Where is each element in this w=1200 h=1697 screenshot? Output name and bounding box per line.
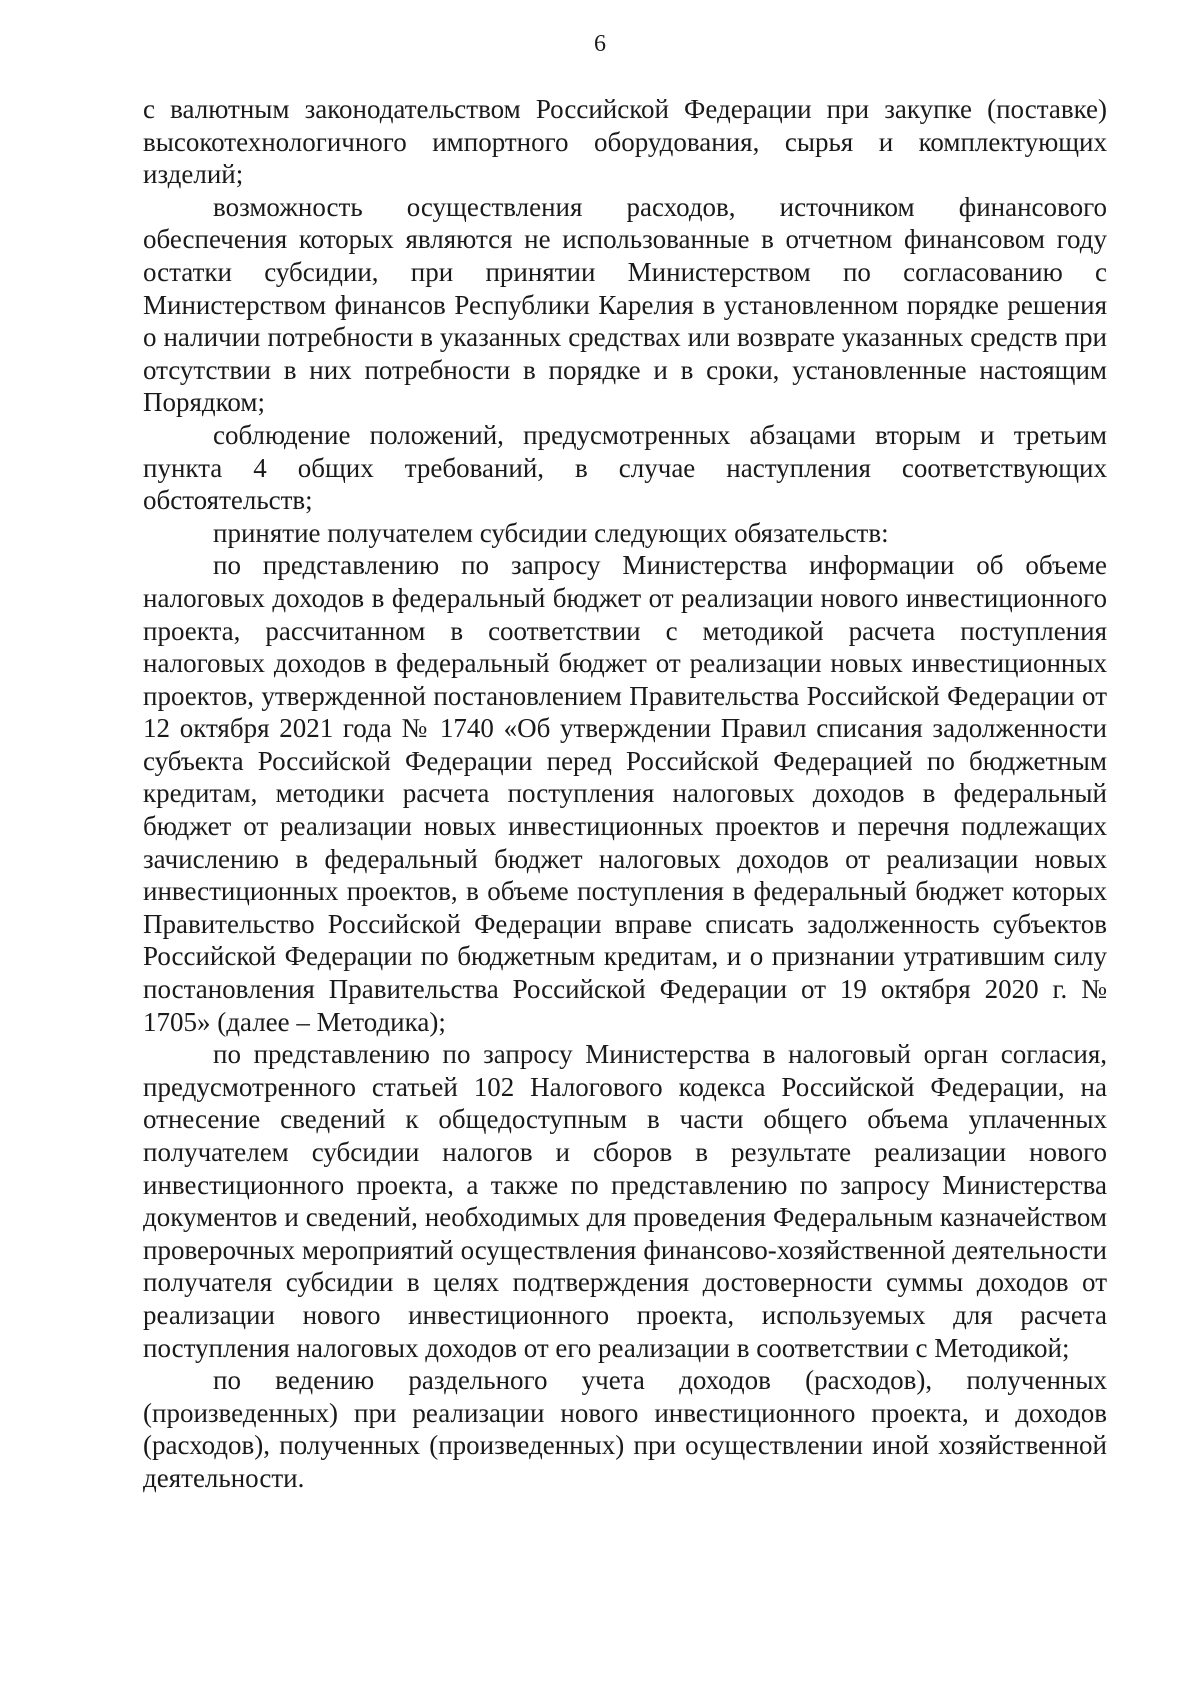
paragraph-continuation: с валютным законодательством Российской Федерации при закупке (поставке) высокотехнологичного импортного оборудования, сырья и комплектующих изделий; (143, 94, 1107, 190)
paragraph-unused-funds: возможность осуществления расходов, источником финансового обеспечения которых являются не использованные в отчетном финансовом году остатки субсидии, при принятии Министерством по согласованию с Министерством финансов Республики Карелия в установленном порядке решения о наличии потребности в указанных средствах или возврате указанных средств при отсутствии в них потребности в порядке и в сроки, установленные настоящим Порядком; (143, 191, 1107, 418)
paragraph-compliance: соблюдение положений, предусмотренных абзацами вторым и третьим пункта 4 общих требований, в случае наступления соответствующих обстоятельств; (143, 419, 1107, 516)
paragraph-consent: по представлению по запросу Министерства в налоговый орган согласия, предусмотренного статьей 102 Налогового кодекса Российской Федерации, на отнесение сведений к общедоступным в части общего объема уплаченных получателем субсидии налогов и сборов в результате реализации нового инвестиционного проекта, а также по представлению по запросу Министерства документов и сведений, необходимых для проведения Федеральным казначейством проверочных мероприятий осуществления финансово-хозяйственной деятельности получателя субсидии в целях подтверждения достоверности суммы доходов от реализации нового инвестиционного проекта, используемых для расчета поступления налоговых доходов от его реализации в соответствии с Методикой; (143, 1039, 1107, 1363)
document-body (143, 93, 1107, 1495)
paragraph-separate-accounting: по ведению раздельного учета доходов (расходов), полученных (произведенных) при реализации нового инвестиционного проекта, и доходов (расходов), полученных (произведенных) при осуществлении иной хозяйственной деятельности. (143, 1365, 1107, 1493)
page-number: 6 (594, 31, 606, 57)
paragraph-tax-info: по представлению по запросу Министерства информации об объеме налоговых доходов в федеральный бюджет от реализации нового инвестиционного проекта, рассчитанном в соответствии с методикой расчета поступления налоговых доходов в федеральный бюджет от реализации новых инвестиционных проектов, утвержденной постановлением Правительства Российской Федерации от 12 октября 2021 года № 1740 «Об утверждении Правил списания задолженности субъекта Российской Федерации перед Российской Федерацией по бюджетным кредитам, методики расчета поступления налоговых доходов в федеральный бюджет от реализации новых инвестиционных проектов и перечня подлежащих зачислению в федеральный бюджет налоговых доходов от реализации новых инвестиционных проектов, в объеме поступления в федеральный бюджет которых Правительство Российской Федерации вправе списать задолженность субъектов Российской Федерации по бюджетным кредитам, и о признании утратившим силу постановления Правительства Российской Федерации от 19 октября 2020 г. № 1705» (далее – Методика); (143, 550, 1107, 1037)
paragraph-obligations-intro: принятие получателем субсидии следующих обязательств: (213, 517, 889, 548)
